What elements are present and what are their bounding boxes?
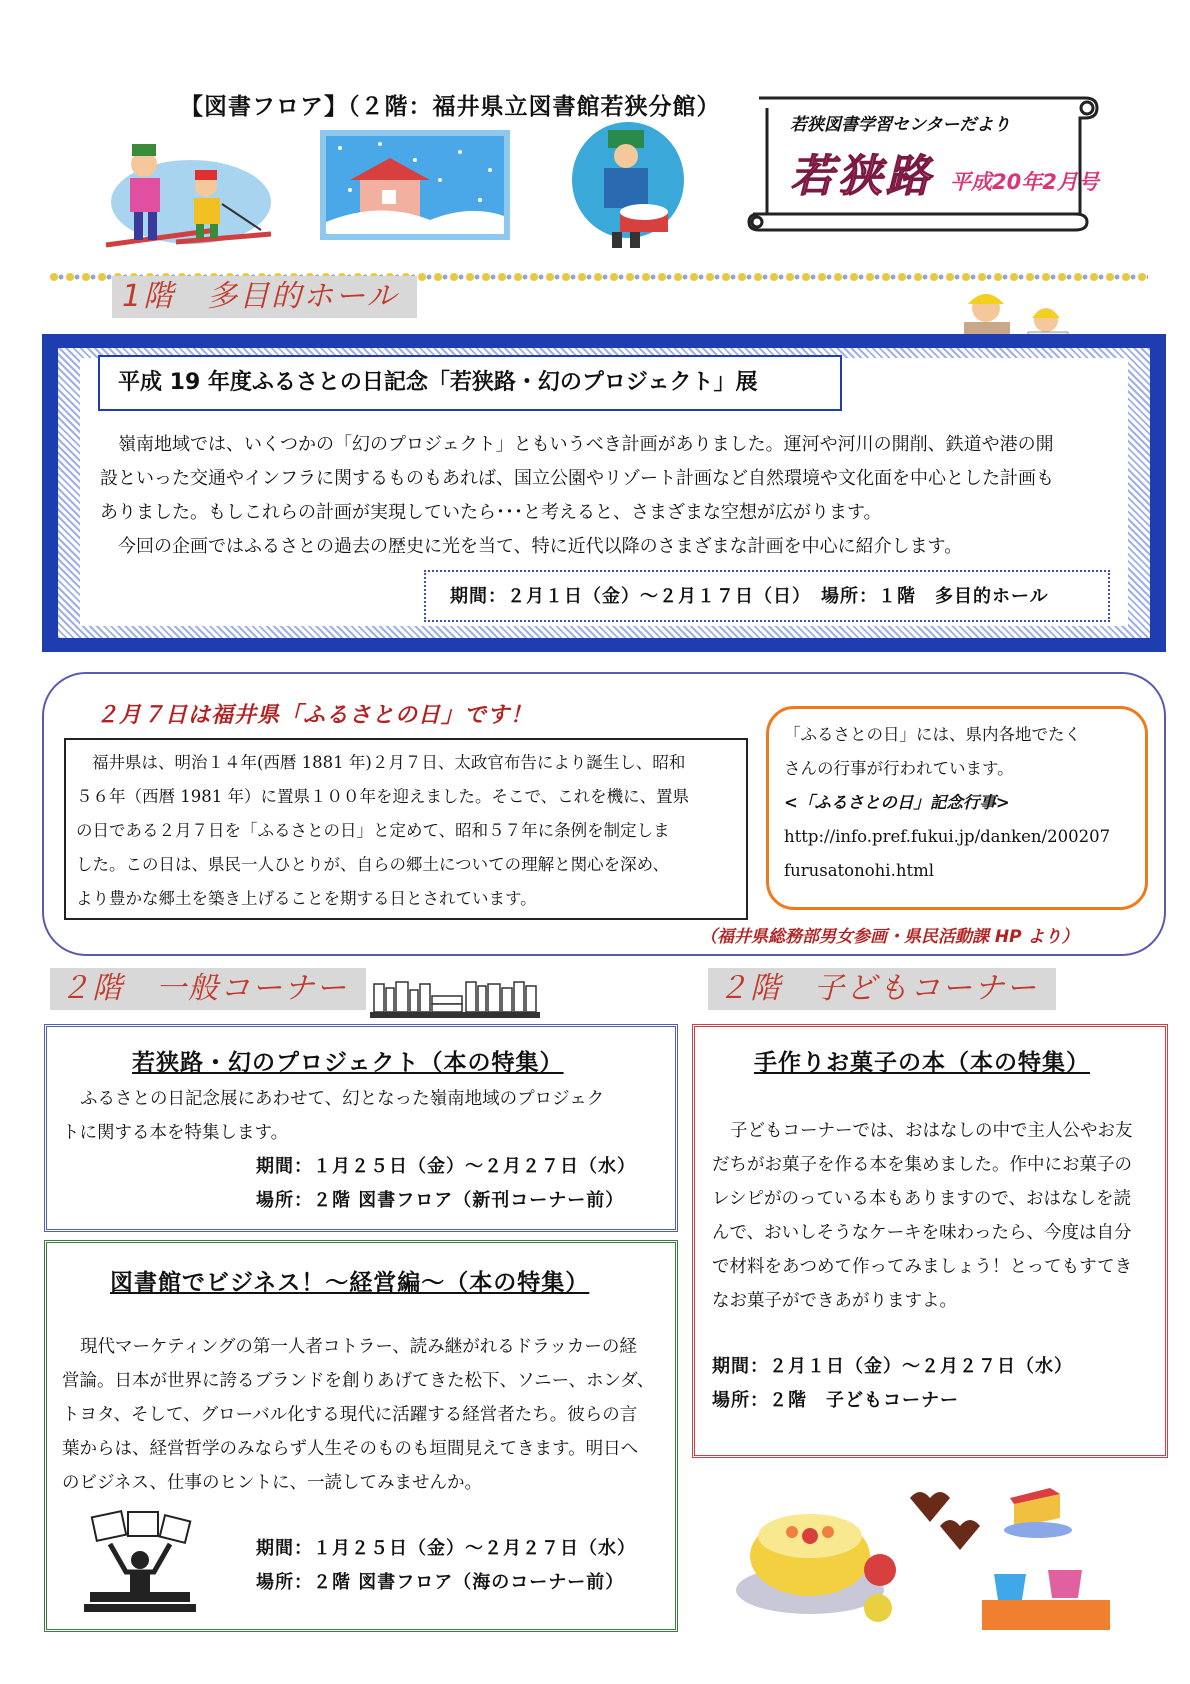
- furusato-description: 福井県は、明治１４年(西暦 1881 年)２月７日、太政官布告により誕生し、昭和 ５６年（西暦 1981 年）に置県１００年を迎えました。そこで、これを機に、置県 の日である２月７日を「ふるさとの日」と定めて、昭和５７年に条例を制定しま した。この日は、県民一人ひとりが、自らの郷土についての理解と関心を深め、 より豊かな郷土を築き上げることを期する日とされています。: [76, 753, 690, 908]
- exhibit-title: 平成 19 年度ふるさとの日記念「若狭路・幻のプロジェクト」展: [118, 370, 758, 395]
- newsletter-title: 若狭路: [790, 151, 934, 202]
- furusato-event-link-cont[interactable]: furusatonohi.html: [784, 861, 935, 880]
- newsletter-date: 平成20年2月号: [950, 170, 1099, 194]
- drummer-illustration: [568, 120, 688, 250]
- snowy-house-illustration: [320, 130, 510, 240]
- general-feature2-info: 期間：１月２５日（金）～２月２７日（水） 場所：２階 図書フロア（海のコーナー前）: [256, 1538, 636, 1593]
- businessman-juggling-illustration: [80, 1508, 200, 1616]
- floor-header: 【図書フロア】（２階：福井県立図書館若狭分館）: [180, 94, 721, 120]
- floor1-section-label: 1階 多目的ホール: [112, 276, 417, 318]
- bookshelf-icon: [370, 976, 540, 1022]
- general-feature1-title: 若狭路・幻のプロジェクト（本の特集）: [132, 1050, 564, 1076]
- furusato-event-heading: <「ふるさとの日」記念行事>: [784, 793, 1010, 812]
- kids-feature-info: 期間：２月１日（金）～２月２７日（水） 場所：２階 子どもコーナー: [712, 1356, 1073, 1411]
- sweets-illustration: [730, 1470, 1110, 1630]
- furusato-event-link[interactable]: http://info.pref.fukui.jp/danken/200207: [784, 827, 1111, 846]
- exhibit-description: 嶺南地域では、いくつかの「幻のプロジェクト」ともいうべき計画がありました。運河や河川の開削、鉄道や港の開 設といった交通やインフラに関するものもあれば、国立公園やリゾート計画など自然環境や文化面を中心とした計画も ありました。もしこれらの計画が実現していたら･･･と考えると、さまざまな空想が広がります。 今回の企画ではふるさとの過去の歴史に光を当て、特に近代以降のさまざまな計画を中心に紹介します。: [100, 434, 1054, 557]
- kids-section-label: ２階 子どもコーナー: [708, 968, 1056, 1010]
- exhibit-info: 期間：２月１日（金）～２月１７日（日） 場所：１階 多目的ホール: [450, 586, 1049, 607]
- kids-feature-text: 子どもコーナーでは、おはなしの中で主人公やお友 だちがお菓子を作る本を集めました。作中にお菓子の レシピがのっている本もありますので、おはなしを読 んで、おいしそうなケーキを味わったら、今度は自分 で材料をあつめて作ってみましょう！とってもすてき なお菓子ができあがりますよ。: [712, 1121, 1133, 1311]
- general-feature1-info: 期間：１月２５日（金）～２月２７日（水） 場所：２階 図書フロア（新刊コーナー前）: [256, 1156, 636, 1211]
- furusato-heading: ２月７日は福井県「ふるさとの日」です！: [96, 703, 534, 728]
- skiers-illustration: [96, 130, 286, 255]
- general-feature1-text: ふるさとの日記念展にあわせて、幻となった嶺南地域のプロジェク トに関する本を特集します。: [62, 1089, 605, 1143]
- newsletter-subtitle: 若狭図書学習センターだより: [790, 115, 1011, 135]
- general-feature2-title: 図書館でビジネス！～経営編～（本の特集）: [110, 1270, 590, 1296]
- general-section-label: ２階 一般コーナー: [50, 968, 366, 1010]
- general-feature2-text: 現代マーケティングの第一人者コトラー、読み継がれるドラッカーの経 営論。日本が世界に誇るブランドを創りあげてきた松下、ソニー、ホンダ、 トヨタ、そして、グローバル化する現代に活躍する経営者たち。彼らの言 葉からは、経営哲学のみならず人生そのものも垣間見えてきます。明日へ のビジネス、仕事のヒントに、一読してみませんか。: [62, 1337, 655, 1493]
- furusato-event-text: 「ふるさとの日」には、県内各地でたく さんの行事が行われています。 <「ふるさとの日」記念行事> http://info.pref.fukui.jp/danken/200207 furusatonohi.html: [784, 718, 1134, 888]
- furusato-source: （福井県総務部男女参画・県民活動課 HP より）: [700, 927, 1079, 947]
- kids-feature-title: 手作りお菓子の本（本の特集）: [754, 1050, 1090, 1076]
